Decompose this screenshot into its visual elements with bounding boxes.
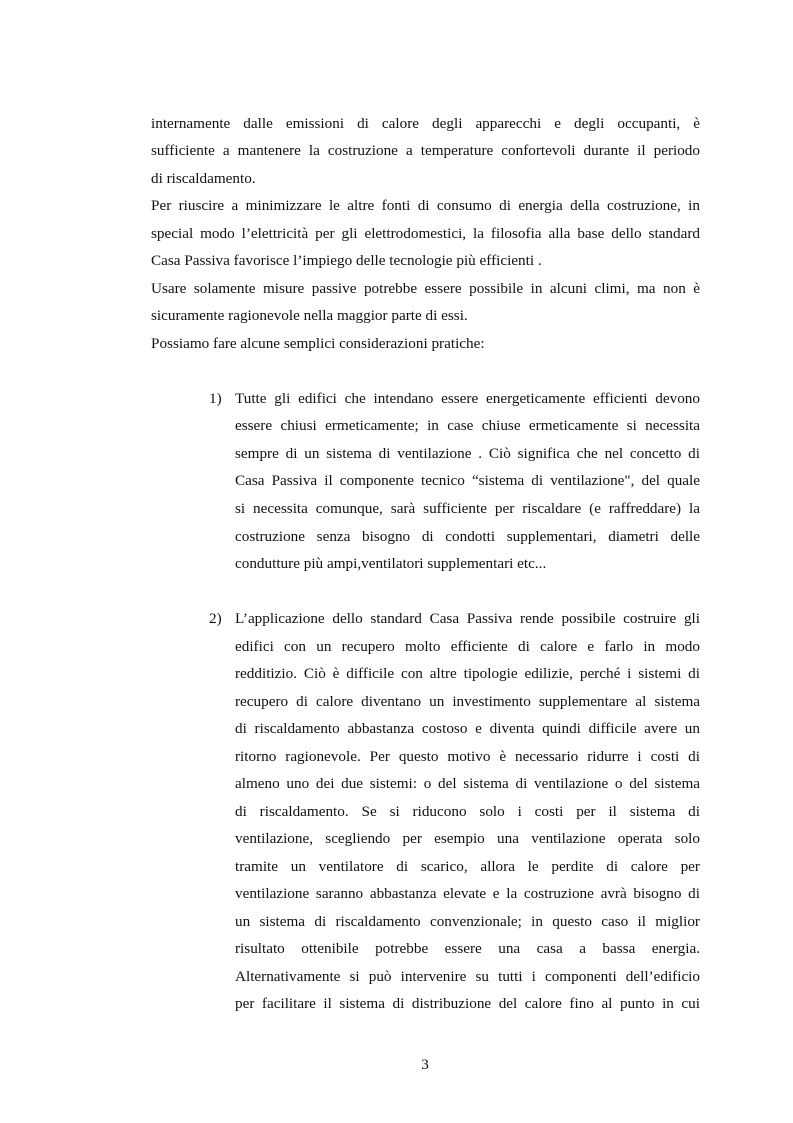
list-item-line: essere chiusi ermeticamente; in case chiuse ermeticamente si necessita bbox=[235, 417, 700, 434]
list-item-line: L’applicazione dello standard Casa Passiva rende possibile costruire gli bbox=[235, 610, 700, 627]
paragraph-line: sufficiente a mantenere la costruzione a temperature confortevoli durante il periodo bbox=[151, 142, 700, 159]
paragraph-line: Casa Passiva favorisce l’impiego delle tecnologie più efficienti . bbox=[151, 252, 542, 269]
list-item-line: Alternativamente si può intervenire su tutti i componenti dell’edificio bbox=[235, 968, 700, 985]
list-item-line: sempre di un sistema di ventilazione . Ciò significa che nel concetto di bbox=[235, 445, 700, 462]
list-item-line: per facilitare il sistema di distribuzione del calore fino al punto in cui bbox=[235, 995, 700, 1012]
list-item-line: di riscaldamento. Se si riducono solo i costi per il sistema di bbox=[235, 803, 700, 820]
list-item-line: Tutte gli edifici che intendano essere energeticamente efficienti devono bbox=[235, 390, 700, 407]
list-item-line: un sistema di riscaldamento convenzionale; in questo caso il miglior bbox=[235, 913, 700, 930]
list-item-line: di riscaldamento abbastanza costoso e diventa quindi difficile avere un bbox=[235, 720, 700, 737]
list-item-line: almeno uno dei due sistemi: o del sistema di ventilazione o del sistema bbox=[235, 775, 700, 792]
list-item-line: redditizio. Ciò è difficile con altre tipologie edilizie, perché i sistemi di bbox=[235, 665, 700, 682]
list-item-line: risultato ottenibile potrebbe essere una casa a bassa energia. bbox=[235, 940, 700, 957]
list-item-line: tramite un ventilatore di scarico, allora le perdite di calore per bbox=[235, 858, 700, 875]
paragraph-line: internamente dalle emissioni di calore degli apparecchi e degli occupanti, è bbox=[151, 115, 700, 132]
paragraph-line: Possiamo fare alcune semplici considerazioni pratiche: bbox=[151, 335, 485, 352]
list-item-line: edifici con un recupero molto efficiente di calore e farlo in modo bbox=[235, 638, 700, 655]
paragraph-line: Usare solamente misure passive potrebbe essere possibile in alcuni climi, ma non è bbox=[151, 280, 700, 297]
list-item-line: recupero di calore diventano un investimento supplementare al sistema bbox=[235, 693, 700, 710]
list-item-number: 2) bbox=[209, 610, 222, 627]
paragraph-line: di riscaldamento. bbox=[151, 170, 256, 187]
list-item-line: ritorno ragionevole. Per questo motivo è necessario ridurre i costi di bbox=[235, 748, 700, 765]
paragraph-line: Per riuscire a minimizzare le altre fonti di consumo di energia della costruzione, in bbox=[151, 197, 700, 214]
list-item-line: si necessita comunque, sarà sufficiente per riscaldare (e raffreddare) la bbox=[235, 500, 700, 517]
list-item-line: ventilazione, scegliendo per esempio una ventilazione operata solo bbox=[235, 830, 700, 847]
list-item-number: 1) bbox=[209, 390, 222, 407]
list-item-line: condutture più ampi,ventilatori supplementari etc... bbox=[235, 555, 547, 572]
list-item-line: costruzione senza bisogno di condotti supplementari, diametri delle bbox=[235, 528, 700, 545]
paragraph-line: sicuramente ragionevole nella maggior parte di essi. bbox=[151, 307, 468, 324]
list-item-line: ventilazione saranno abbastanza elevate e la costruzione avrà bisogno di bbox=[235, 885, 700, 902]
paragraph-line: special modo l’elettricità per gli elettrodomestici, la filosofia alla base dello standard bbox=[151, 225, 700, 242]
page-number: 3 bbox=[421, 1056, 429, 1073]
list-item-line: Casa Passiva il componente tecnico “sistema di ventilazione", del quale bbox=[235, 472, 700, 489]
